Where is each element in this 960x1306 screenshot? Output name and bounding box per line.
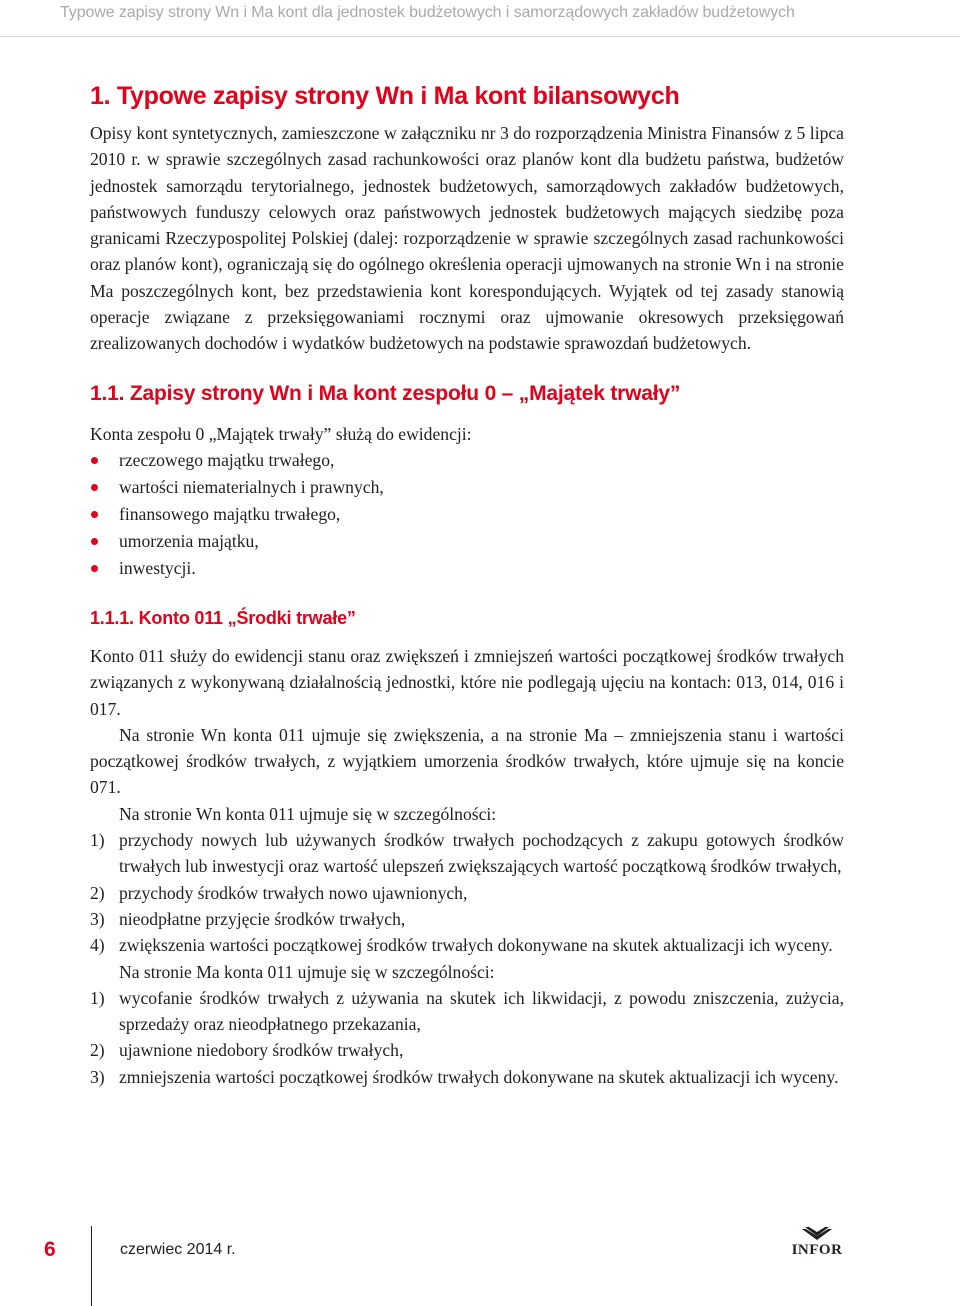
list-item-number: 1) (90, 987, 105, 1008)
list-item (90, 528, 844, 555)
credit-side-list (90, 985, 844, 1090)
debit-side-list (90, 827, 844, 958)
page-number: 6 (44, 1238, 56, 1261)
account-011-description: Konto 011 służy do ewidencji stanu oraz zwiększeń i zmniejszeń wartości początkowej środków trwałych związanych z wykonywaną działalnością jednostki, które nie podlegają ujęciu na kontach: 013, 014, 016 i 017. (90, 645, 844, 719)
logo-wings-icon (800, 1226, 834, 1242)
list-item-text: wartości niematerialnych i prawnych, (119, 476, 384, 497)
list-item (90, 932, 844, 958)
list-item (90, 555, 844, 582)
credit-side-lead: Na stronie Ma konta 011 ujmuje się w szczególności: (119, 961, 495, 982)
bullet-icon (91, 457, 98, 464)
list-item-text: rzeczowego majątku trwałego, (119, 449, 335, 470)
bullet-icon (91, 538, 98, 545)
issue-date: czerwiec 2014 r. (120, 1241, 236, 1258)
logo-text: INFOR (791, 1242, 843, 1258)
list-item-number: 1) (90, 830, 105, 851)
list-item (90, 906, 844, 932)
account-011-sides: Na stronie Wn konta 011 ujmuje się zwiększenia, a na stronie Ma – zmniejszenia stanu i wartości początkowej środków trwałych, z wyjątkiem umorzenia środków trwałych, które ujmuje się na koncie 071. (90, 724, 844, 798)
list-item (90, 880, 844, 906)
running-header: Typowe zapisy strony Wn i Ma kont dla jednostek budżetowych i samorządowych zakładów budżetowych (60, 4, 795, 21)
list-item (90, 1064, 844, 1090)
bullet-icon (91, 484, 98, 491)
header-divider (0, 36, 960, 37)
list-item (90, 501, 844, 528)
bullet-icon (91, 511, 98, 518)
section-heading-1-1: 1.1. Zapisy strony Wn i Ma kont zespołu 0 – „Majątek trwały” (90, 381, 681, 405)
section-1-1-lead: Konta zespołu 0 „Majątek trwały” służą do ewidencji: (90, 423, 472, 444)
list-item-text: finansowego majątku trwałego, (119, 503, 341, 524)
list-item-text: przychody nowych lub używanych środków trwałych pochodzących z zakupu gotowych środków trwałych lub inwestycji oraz wartość ulepszeń zwiększających wartość początkową środków trwałych, (119, 830, 844, 877)
list-item-text: przychody środków trwałych nowo ujawnionych, (119, 882, 468, 903)
list-item-number: 3) (90, 1066, 105, 1087)
list-item (90, 827, 844, 880)
list-item-text: wycofanie środków trwałych z używania na skutek ich likwidacji, z powodu zniszczenia, zużycia, sprzedaży oraz nieodpłatnego przekazania, (119, 987, 844, 1035)
list-item-number: 2) (90, 882, 105, 903)
list-item-number: 3) (90, 908, 105, 929)
page-content (90, 78, 844, 1090)
list-item (90, 474, 844, 501)
section-1-intro: Opisy kont syntetycznych, zamieszczone w załączniku nr 3 do rozporządzenia Ministra Finansów z 5 lipca 2010 r. w sprawie szczególnych zasad rachunkowości oraz planów kont dla budżetu państwa, budżetów jednostek samorządu terytorialnego, jednostek budżetowych, samorządowych zakładów budżetowych, państwowych funduszy celowych oraz państwowych jednostek budżetowych mających siedzibę poza granicami Rzeczypospolitej Polskiej (dalej: rozporządzenie w sprawie szczególnych zasad rachunkowości oraz planów kont), ograniczają się do ogólnego określenia operacji ujmowanych na stronie Wn i na stronie Ma poszczególnych kont, bez przedstawienia kont korespondujących. Wyjątek od tej zasady stanowią operacje związane z przeksięgowaniami rocznymi oraz ujmowanie okresowych przeksięgowań zrealizowanych dochodów i wydatków budżetowych na podstawie sprawozdań budżetowych. (90, 123, 844, 354)
list-item-number: 2) (90, 1040, 105, 1061)
debit-side-lead: Na stronie Wn konta 011 ujmuje się w szczególności: (119, 803, 497, 824)
list-item-text: zwiększenia wartości początkowej środków trwałych dokonywane na skutek aktualizacji ich wyceny. (119, 935, 833, 956)
list-item-text: ujawnione niedobory środków trwałych, (119, 1040, 404, 1061)
list-item (90, 1037, 844, 1063)
list-item-text: inwestycji. (119, 557, 196, 578)
infor-logo (786, 1226, 848, 1262)
asset-type-list (90, 447, 844, 582)
list-item-number: 4) (90, 935, 105, 956)
section-heading-1-1-1: 1.1.1. Konto 011 „Środki trwałe” (90, 607, 356, 628)
section-heading-1: 1. Typowe zapisy strony Wn i Ma kont bilansowych (90, 82, 680, 110)
footer-divider (91, 1226, 92, 1306)
list-item (90, 985, 844, 1038)
list-item (90, 447, 844, 474)
bullet-icon (91, 565, 98, 572)
list-item-text: zmniejszenia wartości początkowej środków trwałych dokonywane na skutek aktualizacji ich wyceny. (119, 1066, 839, 1087)
list-item-text: nieodpłatne przyjęcie środków trwałych, (119, 908, 406, 929)
list-item-text: umorzenia majątku, (119, 530, 259, 551)
